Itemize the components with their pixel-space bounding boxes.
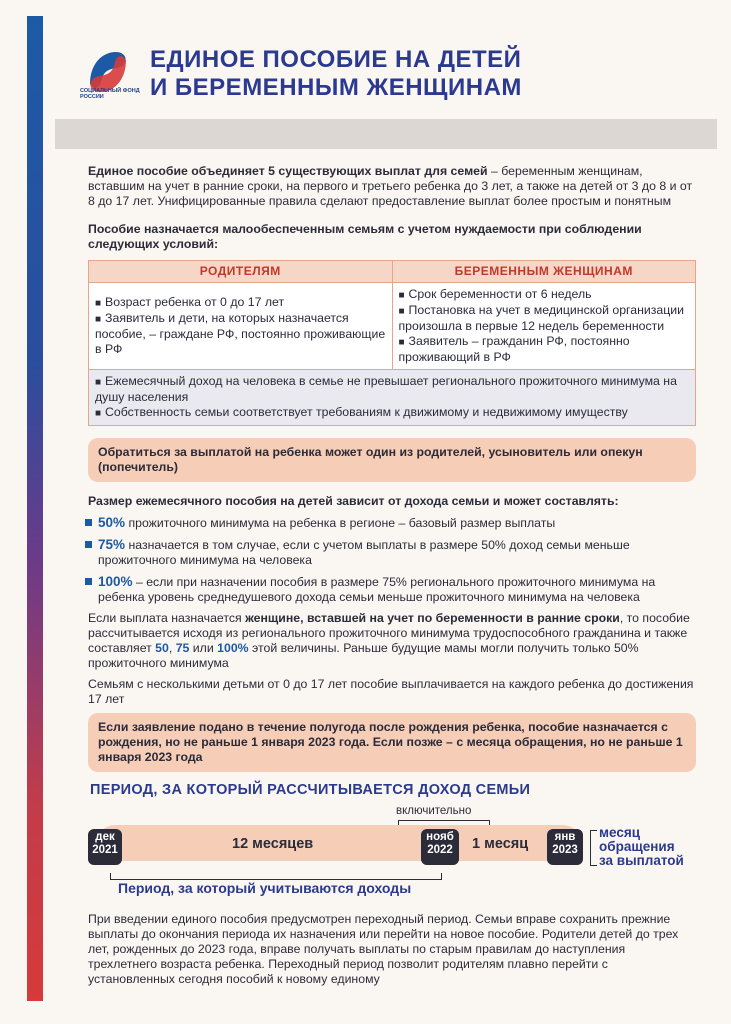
bullet-icon bbox=[85, 519, 92, 526]
dec-2021-badge: дек 2021 bbox=[88, 829, 122, 865]
list-item: ■ Срок беременности от 6 недель bbox=[398, 287, 592, 301]
list-item: ■ Заявитель – гражданин РФ, постоянно проживающий в РФ bbox=[398, 334, 630, 364]
transition-period-paragraph: При введении единого пособия предусмотрен переходный период. Семьи вправе сохранить прежние выплаты до окончания периода их назначения или перейти на новое пособие. Родители детей до трех лет, рожденных до 2023 года, вправе получать выплаты по старым правилам до наступления трехлетнего возраста ребенка. Переходный период позволит родителям плавно перейти с установленных сегодня пособий к новому единому bbox=[88, 912, 679, 986]
bullet-icon: ■ bbox=[95, 298, 102, 309]
multi-children-paragraph: Семьям с несколькими детьми от 0 до 17 лет пособие выплачивается на каждого ребенка до достижения 17 лет bbox=[88, 677, 694, 706]
period-section-title: ПЕРИОД, ЗА КОТОРЫЙ РАССЧИТЫВАЕТСЯ ДОХОД СЕМЬИ bbox=[90, 782, 531, 798]
bullet-icon: ■ bbox=[398, 306, 405, 317]
list-item: ■ Возраст ребенка от 0 до 17 лет bbox=[95, 295, 285, 309]
list-item: ■ Заявитель и дети, на которых назначается пособие, – граждане РФ, постоянно проживающие в РФ bbox=[95, 311, 386, 356]
inclusive-label: включительно bbox=[396, 805, 472, 817]
decorative-side-stripe bbox=[27, 16, 43, 1001]
bullet-icon: ■ bbox=[398, 290, 405, 301]
intro-paragraph: Единое пособие объединяет 5 существующих выплат для семей – беременным женщинам, вставшим на учет в ранние сроки, на первого и третьего ребенка до 3 лет, а также на детей от 3 до 8 и от 8 до 17 лет. Унифицированные правила сделают предоставление выплат более простым и понятным bbox=[88, 164, 693, 208]
col-header-pregnant: БЕРЕМЕННЫМ ЖЕНЩИНАМ bbox=[392, 261, 696, 283]
list-item: ■ Собственность семьи соответствует требованиям к движимому и недвижимому имуществу bbox=[95, 405, 628, 419]
bullet-icon: ■ bbox=[95, 314, 102, 325]
bullet-icon: ■ bbox=[398, 337, 405, 348]
list-item: ■ Постановка на учет в медицинской организации произошла в первые 12 недель беременности bbox=[398, 303, 685, 333]
income-period-bracket bbox=[110, 873, 442, 880]
parents-conditions bbox=[89, 283, 393, 370]
application-timing-note: Если заявление подано в течение полугода после рождения ребенка, пособие назначается с рождения, но не раньше 1 января 2023 года. Если позже – с месяца обращения, но не раньше 1 января 2023 года bbox=[88, 713, 696, 772]
income-period-label: Период, за который учитываются доходы bbox=[118, 880, 412, 896]
list-item: 75% назначается в том случае, если с учетом выплаты в размере 50% доход семьи меньше прожиточного минимума на человека bbox=[88, 537, 696, 568]
who-can-apply-note: Обратиться за выплатой на ребенка может один из родителей, усыновитель или опекун (попечитель) bbox=[88, 438, 696, 482]
apply-month-label: месяц обращения за выплатой bbox=[599, 825, 684, 868]
list-item: 50% прожиточного минимума на ребенка в регионе – базовый размер выплаты bbox=[88, 515, 696, 531]
bullet-icon bbox=[85, 578, 92, 585]
header-divider-band bbox=[55, 119, 717, 149]
conditions-title: Пособие назначается малообеспеченным семьям с учетом нуждаемости при соблюдении следующих условий: bbox=[88, 222, 642, 251]
jan-2023-badge: янв 2023 bbox=[547, 829, 583, 865]
col-header-parents: РОДИТЕЛЯМ bbox=[89, 261, 393, 283]
apply-month-bracket bbox=[590, 830, 597, 866]
nov-2022-badge: нояб 2022 bbox=[421, 829, 459, 865]
twelve-months-label: 12 месяцев bbox=[232, 836, 314, 852]
page-title: ЕДИНОЕ ПОСОБИЕ НА ДЕТЕЙ И БЕРЕМЕННЫМ ЖЕНЩИНАМ bbox=[150, 46, 522, 101]
bullet-icon: ■ bbox=[95, 377, 102, 388]
bullet-icon bbox=[85, 541, 92, 548]
pregnant-conditions bbox=[392, 283, 696, 370]
logo-caption: СОЦИАЛЬНЫЙ ФОНД РОССИИ bbox=[80, 88, 140, 100]
benefit-size-title: Размер ежемесячного пособия на детей зависит от дохода семьи и может составлять: bbox=[88, 494, 619, 508]
common-conditions bbox=[89, 370, 696, 426]
list-item: 100% – если при назначении пособия в размере 75% регионального прожиточного минимума на ребенка уровень среднедушевого дохода семьи меньше прожиточного минимума на человека bbox=[88, 574, 696, 605]
bullet-icon: ■ bbox=[95, 408, 102, 419]
pregnant-paragraph: Если выплата назначается женщине, вставшей на учет по беременности в ранние сроки, то пособие рассчитывается исходя из регионального прожиточного минимума трудоспособного гражданина и также составляет 50, 75 или 100% этой величины. Раньше будущие мамы могли получить только 50% прожиточного минимума bbox=[88, 611, 690, 670]
one-month-label: 1 месяц bbox=[472, 836, 529, 852]
main-content bbox=[88, 164, 696, 772]
conditions-table bbox=[88, 260, 696, 426]
list-item: ■ Ежемесячный доход на человека в семье не превышает регионального прожиточного минимума на душу населения bbox=[95, 374, 677, 404]
